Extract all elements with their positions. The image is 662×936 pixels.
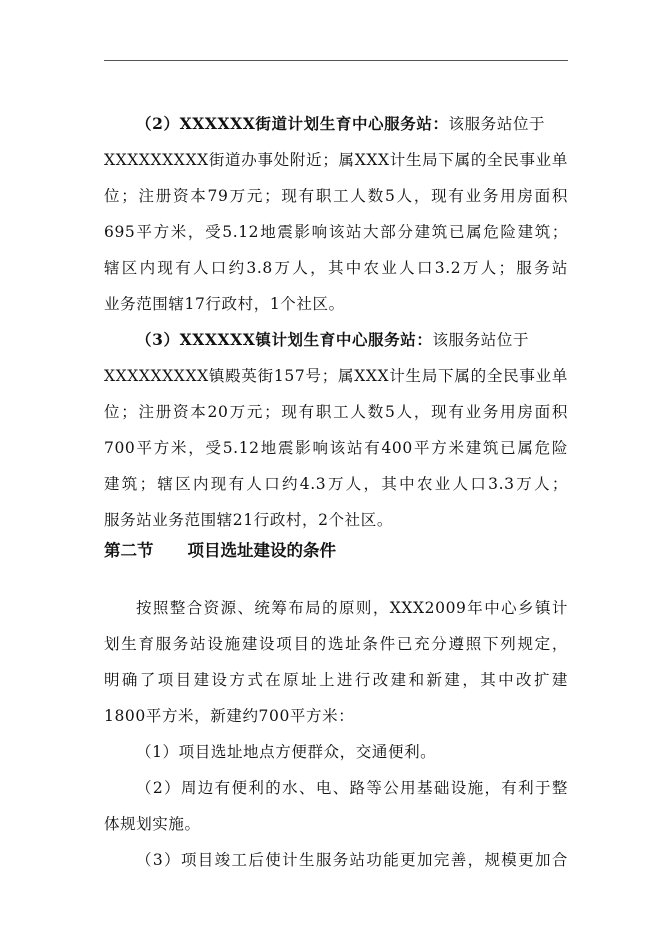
station2-line: 辖区内现有人口约3.8万人，其中农业人口3.2万人；服务站 [104, 259, 568, 277]
section-title: 项目选址建设的条件 [187, 541, 336, 560]
station3-lead: （3）XXXXXX镇计划生育中心服务站： [136, 330, 433, 349]
station3-line: 建筑；辖区内现有人口约4.3万人，其中农业人口3.3万人； [104, 475, 568, 493]
station3-line: 位；注册资本20万元；现有职工人数5人，现有业务用房面积 [104, 403, 568, 421]
body-line: 划生育服务站设施建设项目的选址条件已充分遵照下列规定， [104, 635, 568, 653]
body-line: 按照整合资源、统筹布局的原则，XXX2009年中心乡镇计 [136, 599, 568, 617]
station2-first-line [136, 114, 545, 134]
station3-line: 700平方米，受5.12地震影响该站有400平方米建筑已属危险 [104, 439, 568, 457]
station2-line: XXXXXXXXX街道办事处附近；属XXX计生局下属的全民事业单 [104, 151, 568, 169]
body-line: 1800平方米，新建约700平方米： [104, 707, 355, 725]
station3-line: 服务站业务范围辖21行政村，2个社区。 [104, 511, 393, 529]
condition-item-2-cont: 体规划实施。 [104, 815, 201, 833]
condition-item-3: （3）项目竣工后使计生服务站功能更加完善，规模更加合 [136, 851, 568, 869]
condition-item-2: （2）周边有便利的水、电、路等公用基础设施，有利于整 [136, 779, 568, 797]
station2-lead: （2）XXXXXX街道计划生育中心服务站： [136, 114, 449, 133]
condition-item-1: （1）项目选址地点方便群众，交通便利。 [136, 743, 437, 761]
body-line: 明确了项目建设方式在原址上进行改建和新建，其中改扩建 [104, 671, 568, 689]
station3-line: XXXXXXXXX镇殿英街157号；属XXX计生局下属的全民事业单 [104, 367, 568, 385]
station2-line: 位；注册资本79万元；现有职工人数5人，现有业务用房面积 [104, 187, 568, 205]
station2-line1-rest: 该服务站位于 [448, 115, 546, 133]
station3-first-line [136, 330, 529, 350]
section-number: 第二节 [104, 541, 154, 560]
station2-line: 业务范围辖17行政村，1个社区。 [104, 295, 345, 313]
station2-line: 695平方米，受5.12地震影响该站大部分建筑已属危险建筑； [104, 223, 568, 241]
station3-line1-rest: 该服务站位于 [432, 331, 530, 349]
section-heading [104, 540, 336, 562]
header-rule [104, 60, 568, 61]
